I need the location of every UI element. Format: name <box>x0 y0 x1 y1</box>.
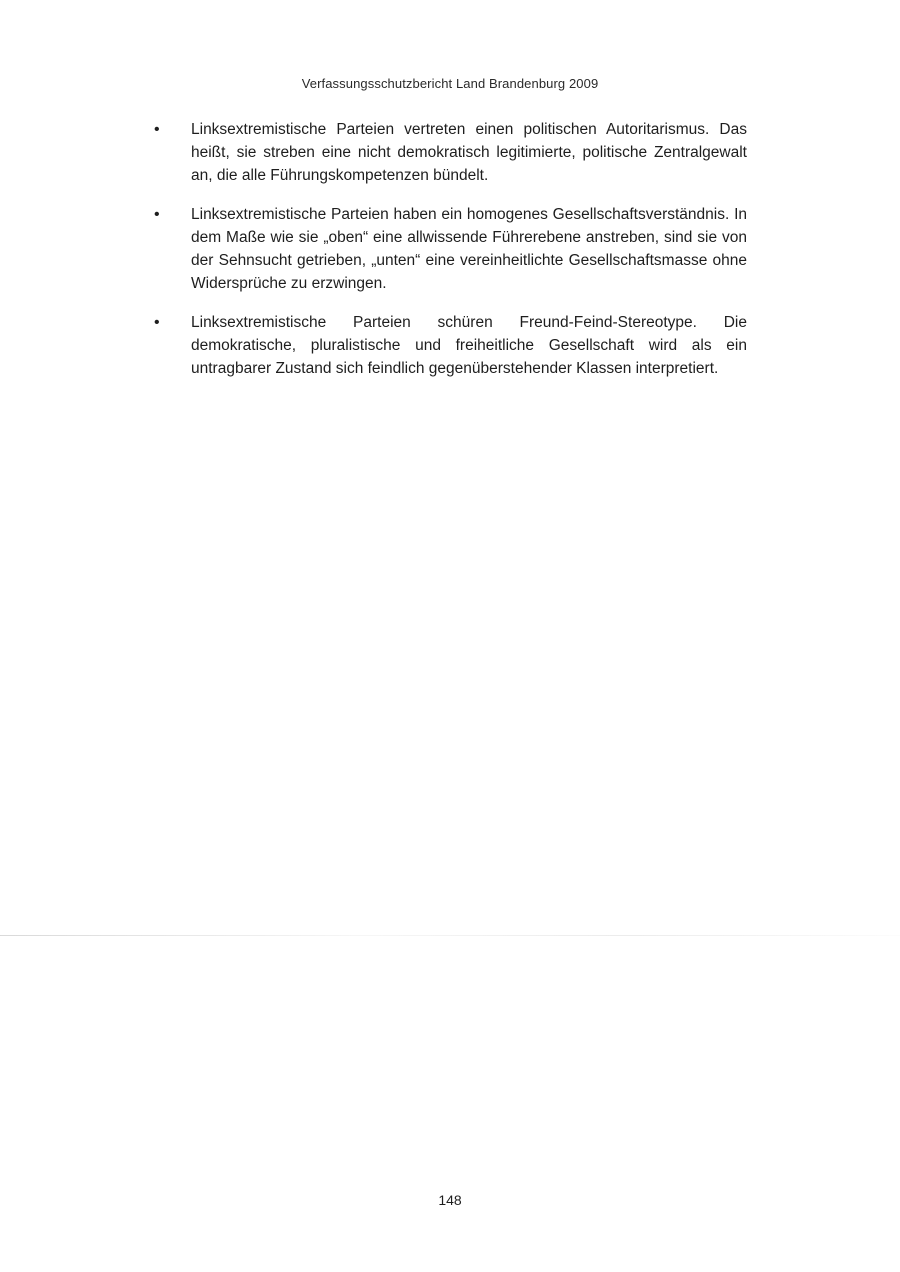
paragraph-text: Linksextremistische Parteien vertreten einen politischen Autoritarismus. Das heißt, sie streben eine nicht demokratisch legitimierte, politische Zentralgewalt an, die alle Führungskompetenzen bündelt. <box>191 121 747 184</box>
list-item <box>150 203 750 295</box>
bullet-marker: • <box>154 121 160 138</box>
bullet-marker: • <box>154 314 160 331</box>
bullet-list <box>150 118 750 396</box>
paragraph-text: Linksextremistische Parteien schüren Freund-Feind-Stereotype. Die demokratische, pluralistische und freiheitliche Gesellschaft wird als ein untragbarer Zustand sich feindlich gegenüberstehender Klassen interpretiert. <box>191 314 747 377</box>
scan-artifact-line <box>0 935 900 936</box>
page-number: 148 <box>438 1192 462 1208</box>
list-item <box>150 118 750 187</box>
paragraph-text: Linksextremistische Parteien haben ein homogenes Gesellschaftsverständnis. In dem Maße wie sie „oben“ eine allwissende Führerebene anstreben, sind sie von der Sehnsucht getrieben, „unten“ eine vereinheitlichte Gesellschaftsmasse ohne Widersprüche zu erzwingen. <box>191 206 747 292</box>
list-item <box>150 311 750 380</box>
running-header: Verfassungsschutzbericht Land Brandenburg 2009 <box>301 76 599 91</box>
bullet-marker: • <box>154 206 160 223</box>
